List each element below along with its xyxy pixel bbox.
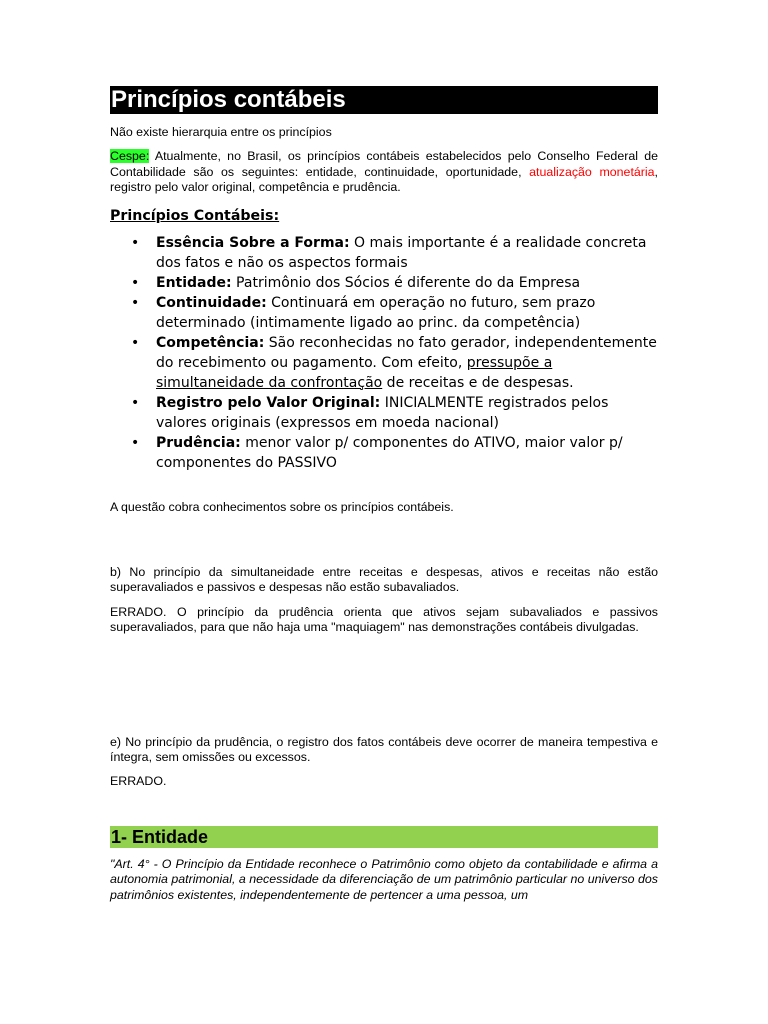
principle-text-end: de receitas e de despesas.	[382, 374, 574, 391]
question-note: A questão cobra conhecimentos sobre os princípios contábeis.	[110, 499, 454, 514]
cespe-label: Cespe:	[110, 149, 150, 164]
document-page	[110, 86, 658, 903]
principle-term: Essência Sobre a Forma:	[156, 234, 350, 251]
list-item	[110, 233, 658, 273]
principles-heading: Princípios Contábeis:	[110, 207, 280, 224]
item-e-statement: e) No princípio da prudência, o registro dos fatos contábeis deve ocorrer de maneira tempestiva e íntegra, sem omissões ou excessos.	[110, 734, 658, 765]
principle-text: menor valor p/ componentes do ATIVO, maior valor p/ componentes do PASSIVO	[156, 434, 623, 471]
principle-text: INICIALMENTE registrados pelos valores originais (expressos em moeda nacional)	[156, 394, 609, 431]
principle-text: Continuará em operação no futuro, sem prazo determinado (intimamente ligado ao princ. da competência)	[156, 294, 596, 331]
principle-term: Entidade:	[156, 274, 232, 291]
cespe-red-text: atualização monetária	[529, 164, 655, 179]
principles-list	[110, 233, 658, 473]
entidade-quote: "Art. 4° - O Princípio da Entidade reconhece o Patrimônio como objeto da contabilidade e afirma a autonomia patrimonial, a necessidade da diferenciação de um patrimônio particular no universo dos patrimônios existentes, independentemente de pertencer a uma pessoa, um	[110, 856, 658, 902]
principle-term: Prudência:	[156, 434, 241, 451]
cespe-paragraph	[110, 149, 658, 195]
principle-term: Registro pelo Valor Original:	[156, 394, 381, 411]
item-e-answer: ERRADO.	[110, 774, 167, 789]
page-title: Princípios contábeis	[110, 86, 658, 114]
list-item	[110, 333, 658, 393]
list-item	[110, 393, 658, 433]
principle-underlined-text: pressupõe a simultaneidade da confrontação	[156, 354, 553, 391]
principle-text: São reconhecidas no fato gerador, independentemente do recebimento ou pagamento. Com efeito,	[156, 334, 657, 371]
item-b-answer: ERRADO. O princípio da prudência orienta que ativos sejam subavaliados e passivos superavaliados, para que não haja uma "maquiagem" nas demonstrações contábeis divulgadas.	[110, 604, 658, 635]
section-heading-entidade: 1- Entidade	[110, 826, 658, 848]
item-b-statement: b) No princípio da simultaneidade entre receitas e despesas, ativos e receitas não estão superavaliados e passivos e despesas não estão subavaliados.	[110, 565, 658, 595]
list-item	[110, 293, 658, 333]
principle-term: Competência:	[156, 334, 265, 351]
list-item	[110, 273, 658, 293]
principle-text: Patrimônio dos Sócios é diferente do da Empresa	[231, 274, 581, 291]
principle-term: Continuidade:	[156, 294, 267, 311]
intro-text: Não existe hierarquia entre os princípios	[110, 125, 332, 139]
list-item	[110, 433, 658, 473]
cespe-text: Atualmente, no Brasil, os princípios contábeis estabelecidos pelo Conselho Federal de Contabilidade são os seguintes: entidade, continuidade, oportunidade,	[110, 149, 658, 179]
cespe-text-end: , registro pelo valor original, competência e prudência.	[110, 164, 658, 195]
principle-text: O mais importante é a realidade concreta dos fatos e não os aspectos formais	[156, 234, 647, 271]
